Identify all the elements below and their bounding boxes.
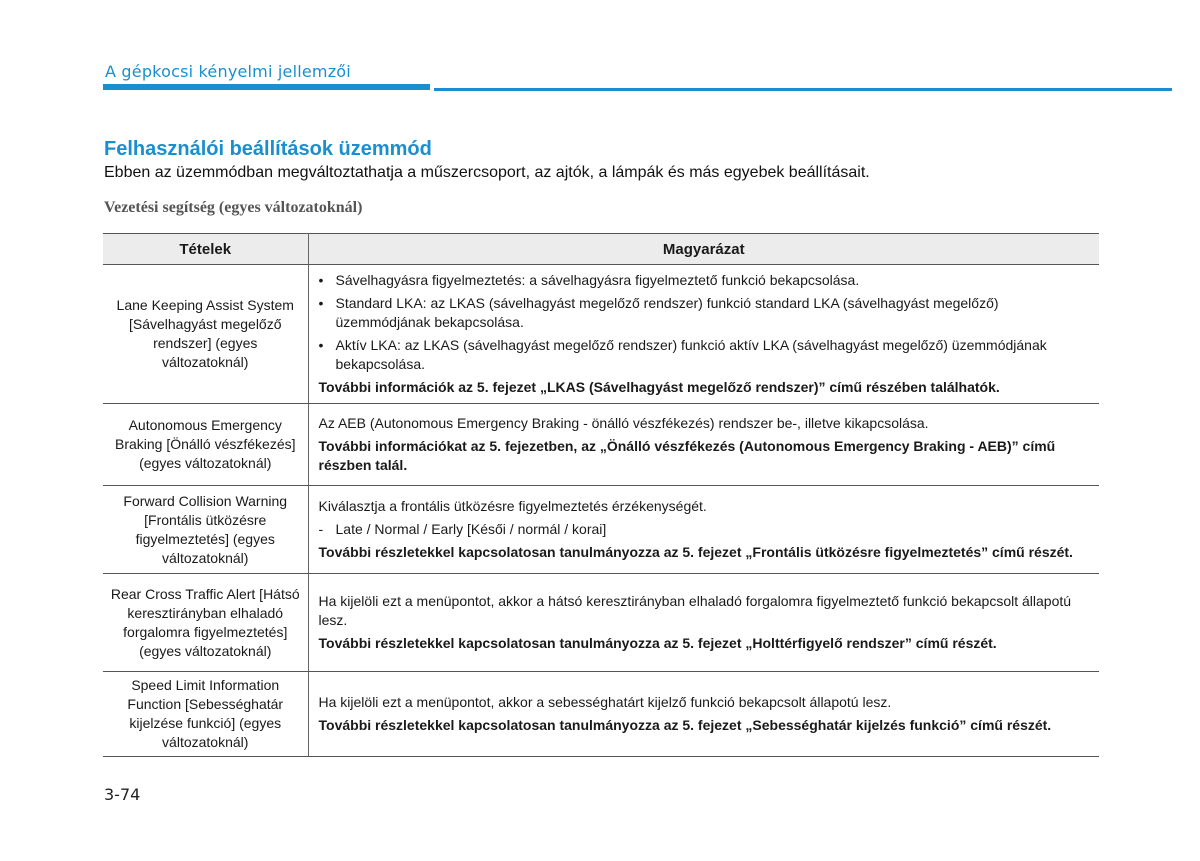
table-row <box>103 265 1099 404</box>
item-name: Forward Collision Warning [Frontális ütközésre figyelmeztetés] (egyes változatoknál) <box>103 486 308 574</box>
description-text: Ha kijelöli ezt a menüpontot, akkor a sebességhatárt kijelző funkció bekapcsolt állapotú lesz. <box>318 694 892 710</box>
description-text: Ha kijelöli ezt a menüpontot, akkor a hátsó keresztirányban elhaladó forgalomra figyelmeztető funkció bekapcsolt állapotú lesz. <box>318 593 1072 628</box>
list-item <box>319 294 1090 332</box>
header-rule-thick <box>103 84 430 90</box>
description-text: Az AEB (Autonomous Emergency Braking - önálló vészfékezés) rendszer be-, illetve kikapcsolása. <box>318 415 929 431</box>
description-text: Kiválasztja a frontális ütközésre figyelmeztetés érzékenységét. <box>318 498 707 514</box>
reference-note: További információk az 5. fejezet „LKAS (Sávelhagyást megelőző rendszer)” című részében találhatók. <box>318 379 1000 395</box>
reference-note: További részletekkel kapcsolatosan tanulmányozza az 5. fejezet „Frontális ütközésre figyelmeztetés” című részét. <box>318 544 1073 560</box>
section-title: Felhasználói beállítások üzemmód <box>104 138 432 160</box>
settings-table <box>103 233 1099 757</box>
list-item <box>319 520 1090 539</box>
item-description <box>308 672 1099 757</box>
header-rule-thin <box>434 88 1172 91</box>
item-description <box>308 574 1099 672</box>
column-header-items: Tételek <box>103 234 308 265</box>
reference-note: További részletekkel kapcsolatosan tanulmányozza az 5. fejezet „Holttérfigyelő rendszer” című részét. <box>318 635 997 651</box>
list-item <box>319 271 1090 290</box>
list-item-text: Sávelhagyásra figyelmeztetés: a sávelhagyásra figyelmeztető funkció bekapcsolása. <box>335 272 860 288</box>
item-name: Lane Keeping Assist System [Sávelhagyást megelőző rendszer] (egyes változatoknál) <box>103 265 308 404</box>
item-description <box>308 404 1099 486</box>
table-row <box>103 486 1099 574</box>
subheading: Vezetési segítség (egyes változatoknál) <box>104 199 363 216</box>
list-item-text: Standard LKA: az LKAS (sávelhagyást megelőző rendszer) funkció standard LKA (sávelhagyást megelőző) üzemmódjának bekapcsolása. <box>335 295 999 330</box>
table-row <box>103 574 1099 672</box>
column-header-explanation: Magyarázat <box>308 234 1099 265</box>
chapter-title: A gépkocsi kényelmi jellemzői <box>105 62 351 81</box>
bullet-marker: • <box>318 295 324 311</box>
list-item <box>319 336 1090 374</box>
page-number: 3-74 <box>104 785 141 804</box>
list-item-text: Aktív LKA: az LKAS (sávelhagyást megelőző rendszer) funkció aktív LKA (sávelhagyást megelőző) üzemmódjának bekapcsolása. <box>335 337 1047 372</box>
item-name: Rear Cross Traffic Alert [Hátsó keresztirányban elhaladó forgalomra figyelmeztetés] (egyes változatoknál) <box>103 574 308 672</box>
table-header-row <box>103 234 1099 265</box>
item-description <box>308 486 1099 574</box>
table-row <box>103 672 1099 757</box>
reference-note: További részletekkel kapcsolatosan tanulmányozza az 5. fejezet „Sebességhatár kijelzés funkció” című részét. <box>318 717 1052 733</box>
bullet-marker: • <box>318 337 324 353</box>
section-intro: Ebben az üzemmódban megváltoztathatja a műszercsoport, az ajtók, a lámpák és más egyebek beállításait. <box>104 164 870 181</box>
bullet-marker: • <box>318 272 324 288</box>
item-name: Autonomous Emergency Braking [Önálló vészfékezés] (egyes változatoknál) <box>103 404 308 486</box>
item-description <box>308 265 1099 404</box>
table-row <box>103 404 1099 486</box>
item-name: Speed Limit Information Function [Sebességhatár kijelzése funkció] (egyes változatoknál) <box>103 672 308 757</box>
list-item-text: Late / Normal / Early [Késői / normál / korai] <box>335 521 607 537</box>
dash-marker: - <box>318 521 324 537</box>
reference-note: További információkat az 5. fejezetben, az „Önálló vészfékezés (Autonomous Emergency Braking - AEB)” című részben talál. <box>318 438 1056 473</box>
